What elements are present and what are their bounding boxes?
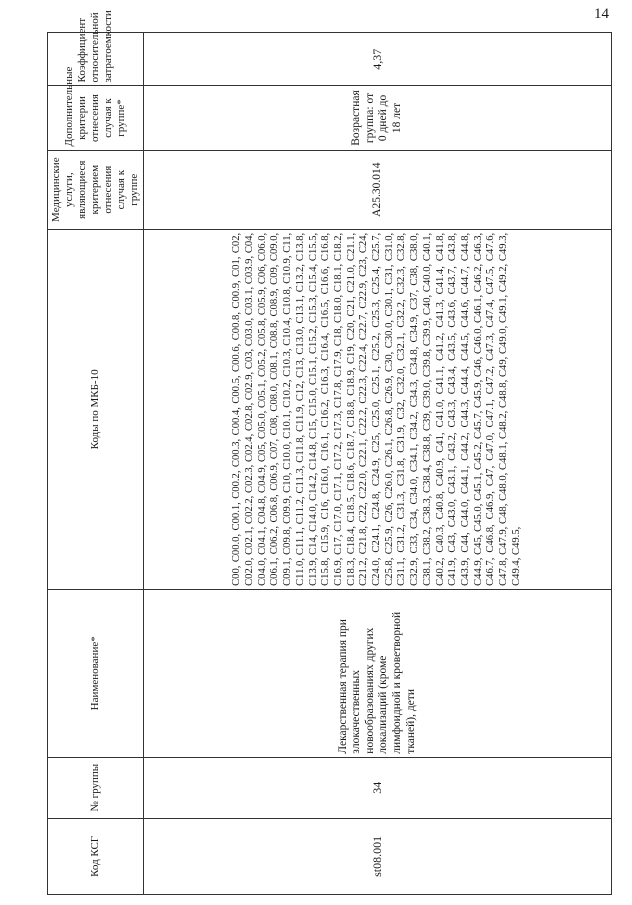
cell-mkb-codes: C00, C00.0, C00.1, C00.2, C00.3, C00.4, C00.5, C00.6, C00.8, C00.9, C01, C02, C02.0, C02.1, C02.2, C02.3, C02.4, C02.8, C02.9, C03, C03.0, C03.1, C03.9, C04, C04.0, C04.1, C04.8, C04.9, C05, C05.0, C05.1, C05.2, C05.8, C05.9, C06, C06.0, C06.1, C06.2, C06.8, C06.9, C07, C08, C08.0, C08.1, C08.8, C08.9, C09, C09.0, C09.1, C09.8, C09.9, C10, C10.0, C10.1, C10.2, C10.3, C10.4, C10.8, C10.9, C11, C11.0, C11.1, C11.2, C11.3, C11.8, C11.9, C12, C13, C13.0, C13.1, C13.2, C13.8, C13.9, C14, C14.0, C14.2, C14.8, C15, C15.0, C15.1, C15.2, C15.3, C15.4, C15.5, C15.8, C15.9, C16, C16.0, C16.1, C16.2, C16.3, C16.4, C16.5, C16.6, C16.8, C16.9, C17, C17.0, C17.1, C17.2, C17.3, C17.8, C17.9, C18, C18.0, C18.1, C18.2, C18.3, C18.4, C18.5, C18.6, C18.7, C18.8, C18.9, C19, C20, C21, C21.0, C21.1, C21.2, C21.8, C22, C22.0, C22.1, C22.2, C22.3, C22.4, C22.7, C22.9, C23, C24, C24.0, C24.1, C24.8, C24.9, C25, C25.0, C25.1, C25.2, C25.3, C25.4, C25.7, C25.8, C25.9, C26, C26.0, C26.1, C26.8, C26.9, C30, C30.0, C30.1, C31, C31.0, C31.1, C31.2, C31.3, C31.8, C31.9, C32, C32.0, C32.1, C32.2, C32.3, C32.8, C32.9, C33, C34, C34.0, C34.1, C34.2, C34.3, C34.8, C34.9, C37, C38, C38.0, C38.1, C38.2, C38.3, C38.4, C38.8, C39, C39.0, C39.8, C39.9, C40, C40.0, C40.1, C40.2, C40.3, C40.8, C40.9, C41, C41.0, C41.1, C41.2, C41.3, C41.4, C41.8, C41.9, C43, C43.0, C43.1, C43.2, C43.3, C43.4, C43.5, C43.6, C43.7, C43.8, C43.9, C44, C44.0, C44.1, C44.2, C44.3, C44.4, C44.5, C44.6, C44.7, C44.8, C44.9, C45, C45.0, C45.1, C45.2, C45.7, C45.9, C46, C46.0, C46.1, C46.2, C46.3, C46.7, C46.8, C46.9, C47, C47.0, C47.1, C47.2, C47.3, C47.4, C47.5, C47.6, C47.8, C47.9, C48, C48.0, C48.1, C48.2, C48.8, C49, C49.0, C49.1, C49.2, C49.3, C49.4, C49.5, <box>143 229 611 589</box>
header-mkb-codes: Коды по МКБ-10 <box>48 229 144 589</box>
table-header-row <box>48 33 144 895</box>
table-row <box>143 33 611 895</box>
header-name: Наименование* <box>48 589 144 757</box>
header-extra-criteria: Дополнительные критерии отнесения случая к группе* <box>48 86 144 150</box>
rotated-table-wrapper <box>47 10 612 895</box>
cell-services: A25.30.014 <box>143 150 611 229</box>
cell-code: st08.001 <box>143 818 611 894</box>
ksg-table <box>47 10 612 895</box>
cell-group-number: 34 <box>143 757 611 818</box>
header-code: Код КСГ <box>48 818 144 894</box>
cell-extra-criteria: Возрастная группа: от 0 дней до 18 лет <box>143 86 611 150</box>
header-services: Медицинские услуги, являющиеся критерием отнесения случая к группе <box>48 150 144 229</box>
page-number: 14 <box>594 6 609 22</box>
header-coefficient: Коэффициент относительной затратоемкости <box>48 33 144 86</box>
cell-name: Лекарственная терапия при злокачественных новообразованиях других локализаций (кроме лимфоидной и кроветворной тканей), дети <box>143 589 611 757</box>
cell-coefficient: 4,37 <box>143 33 611 86</box>
header-group-number: № группы <box>48 757 144 818</box>
